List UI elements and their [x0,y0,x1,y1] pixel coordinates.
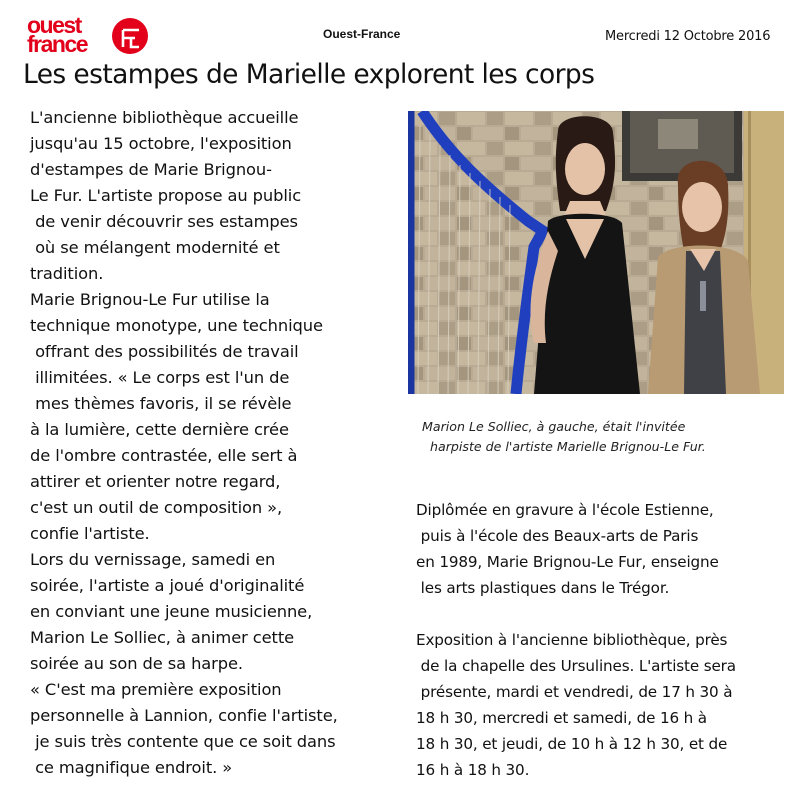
text-line: ce magnifique endroit. » [30,758,233,777]
text-line: où se mélangent modernité et [30,238,280,257]
text-line: 16 h à 18 h 30. [416,761,530,779]
paragraph-bio [416,497,786,601]
paragraph-spacer [416,601,786,627]
text-line: présente, mardi et vendredi, de 17 h 30 à [416,683,733,701]
article-photo [408,111,784,394]
two-women-with-harp-photo [408,111,784,394]
text-line: les arts plastiques dans le Trégor. [416,579,670,597]
text-line: Exposition à l'ancienne bibliothèque, près [416,631,728,649]
text-line: offrant des possibilités de travail [30,342,299,361]
text-line: de la chapelle des Ursulines. L'artiste sera [416,657,736,675]
logo-emblem-icon [111,17,149,55]
text-line: Marion Le Solliec, à animer cette [30,628,295,647]
newspaper-name: Ouest-France [323,27,401,41]
text-line: personnelle à Lannion, confie l'artiste, [30,706,338,725]
text-line: confie l'artiste. [30,524,150,543]
text-line: Le Fur. L'artiste propose au public [30,186,302,205]
text-line: puis à l'école des Beaux-arts de Paris [416,527,699,545]
text-line: de l'ombre contrastée, elle sert à [30,446,298,465]
text-line: c'est un outil de composition », [30,498,283,517]
text-line: jusqu'au 15 octobre, l'exposition [30,134,292,153]
text-line: en conviant une jeune musicienne, [30,602,313,621]
logo-line-1: ouest [27,12,81,38]
article-right-column [416,497,786,783]
publication-date: Mercredi 12 Octobre 2016 [605,29,771,44]
text-line: d'estampes de Marie Brignou- [30,160,272,179]
headline: Les estampes de Marielle explorent les corps [23,59,595,90]
text-line: Diplômée en gravure à l'école Estienne, [416,501,714,519]
caption-line: harpiste de l'artiste Marielle Brignou-Le Fur. [422,439,706,454]
caption-line: Marion Le Solliec, à gauche, était l'invitée [422,419,686,434]
text-line: 18 h 30, et jeudi, de 10 h à 12 h 30, et de [416,735,728,753]
text-line: mes thèmes favoris, il se révèle [30,394,292,413]
logo-line-2: france [27,31,88,57]
ouest-france-logo [27,12,151,62]
text-line: 18 h 30, mercredi et samedi, de 16 h à [416,709,707,727]
article-left-column [30,105,405,781]
text-line: je suis très contente que ce soit dans [30,732,336,751]
text-line: technique monotype, une technique [30,316,323,335]
text-line: « C'est ma première exposition [30,680,282,699]
logo-wordmark [27,12,88,57]
photo-caption [422,417,792,457]
text-line: attirer et orienter notre regard, [30,472,281,491]
text-line: en 1989, Marie Brignou-Le Fur, enseigne [416,553,719,571]
text-line: Lors du vernissage, samedi en [30,550,276,569]
text-line: illimitées. « Le corps est l'un de [30,368,290,387]
text-line: soirée, l'artiste a joué d'originalité [30,576,305,595]
text-line: de venir découvrir ses estampes [30,212,298,231]
text-line: à la lumière, cette dernière crée [30,420,289,439]
text-line: tradition. [30,264,104,283]
paragraph-exhibition-info [416,627,786,783]
text-line: soirée au son de sa harpe. [30,654,243,673]
text-line: L'ancienne bibliothèque accueille [30,108,299,127]
text-line: Marie Brignou-Le Fur utilise la [30,290,270,309]
